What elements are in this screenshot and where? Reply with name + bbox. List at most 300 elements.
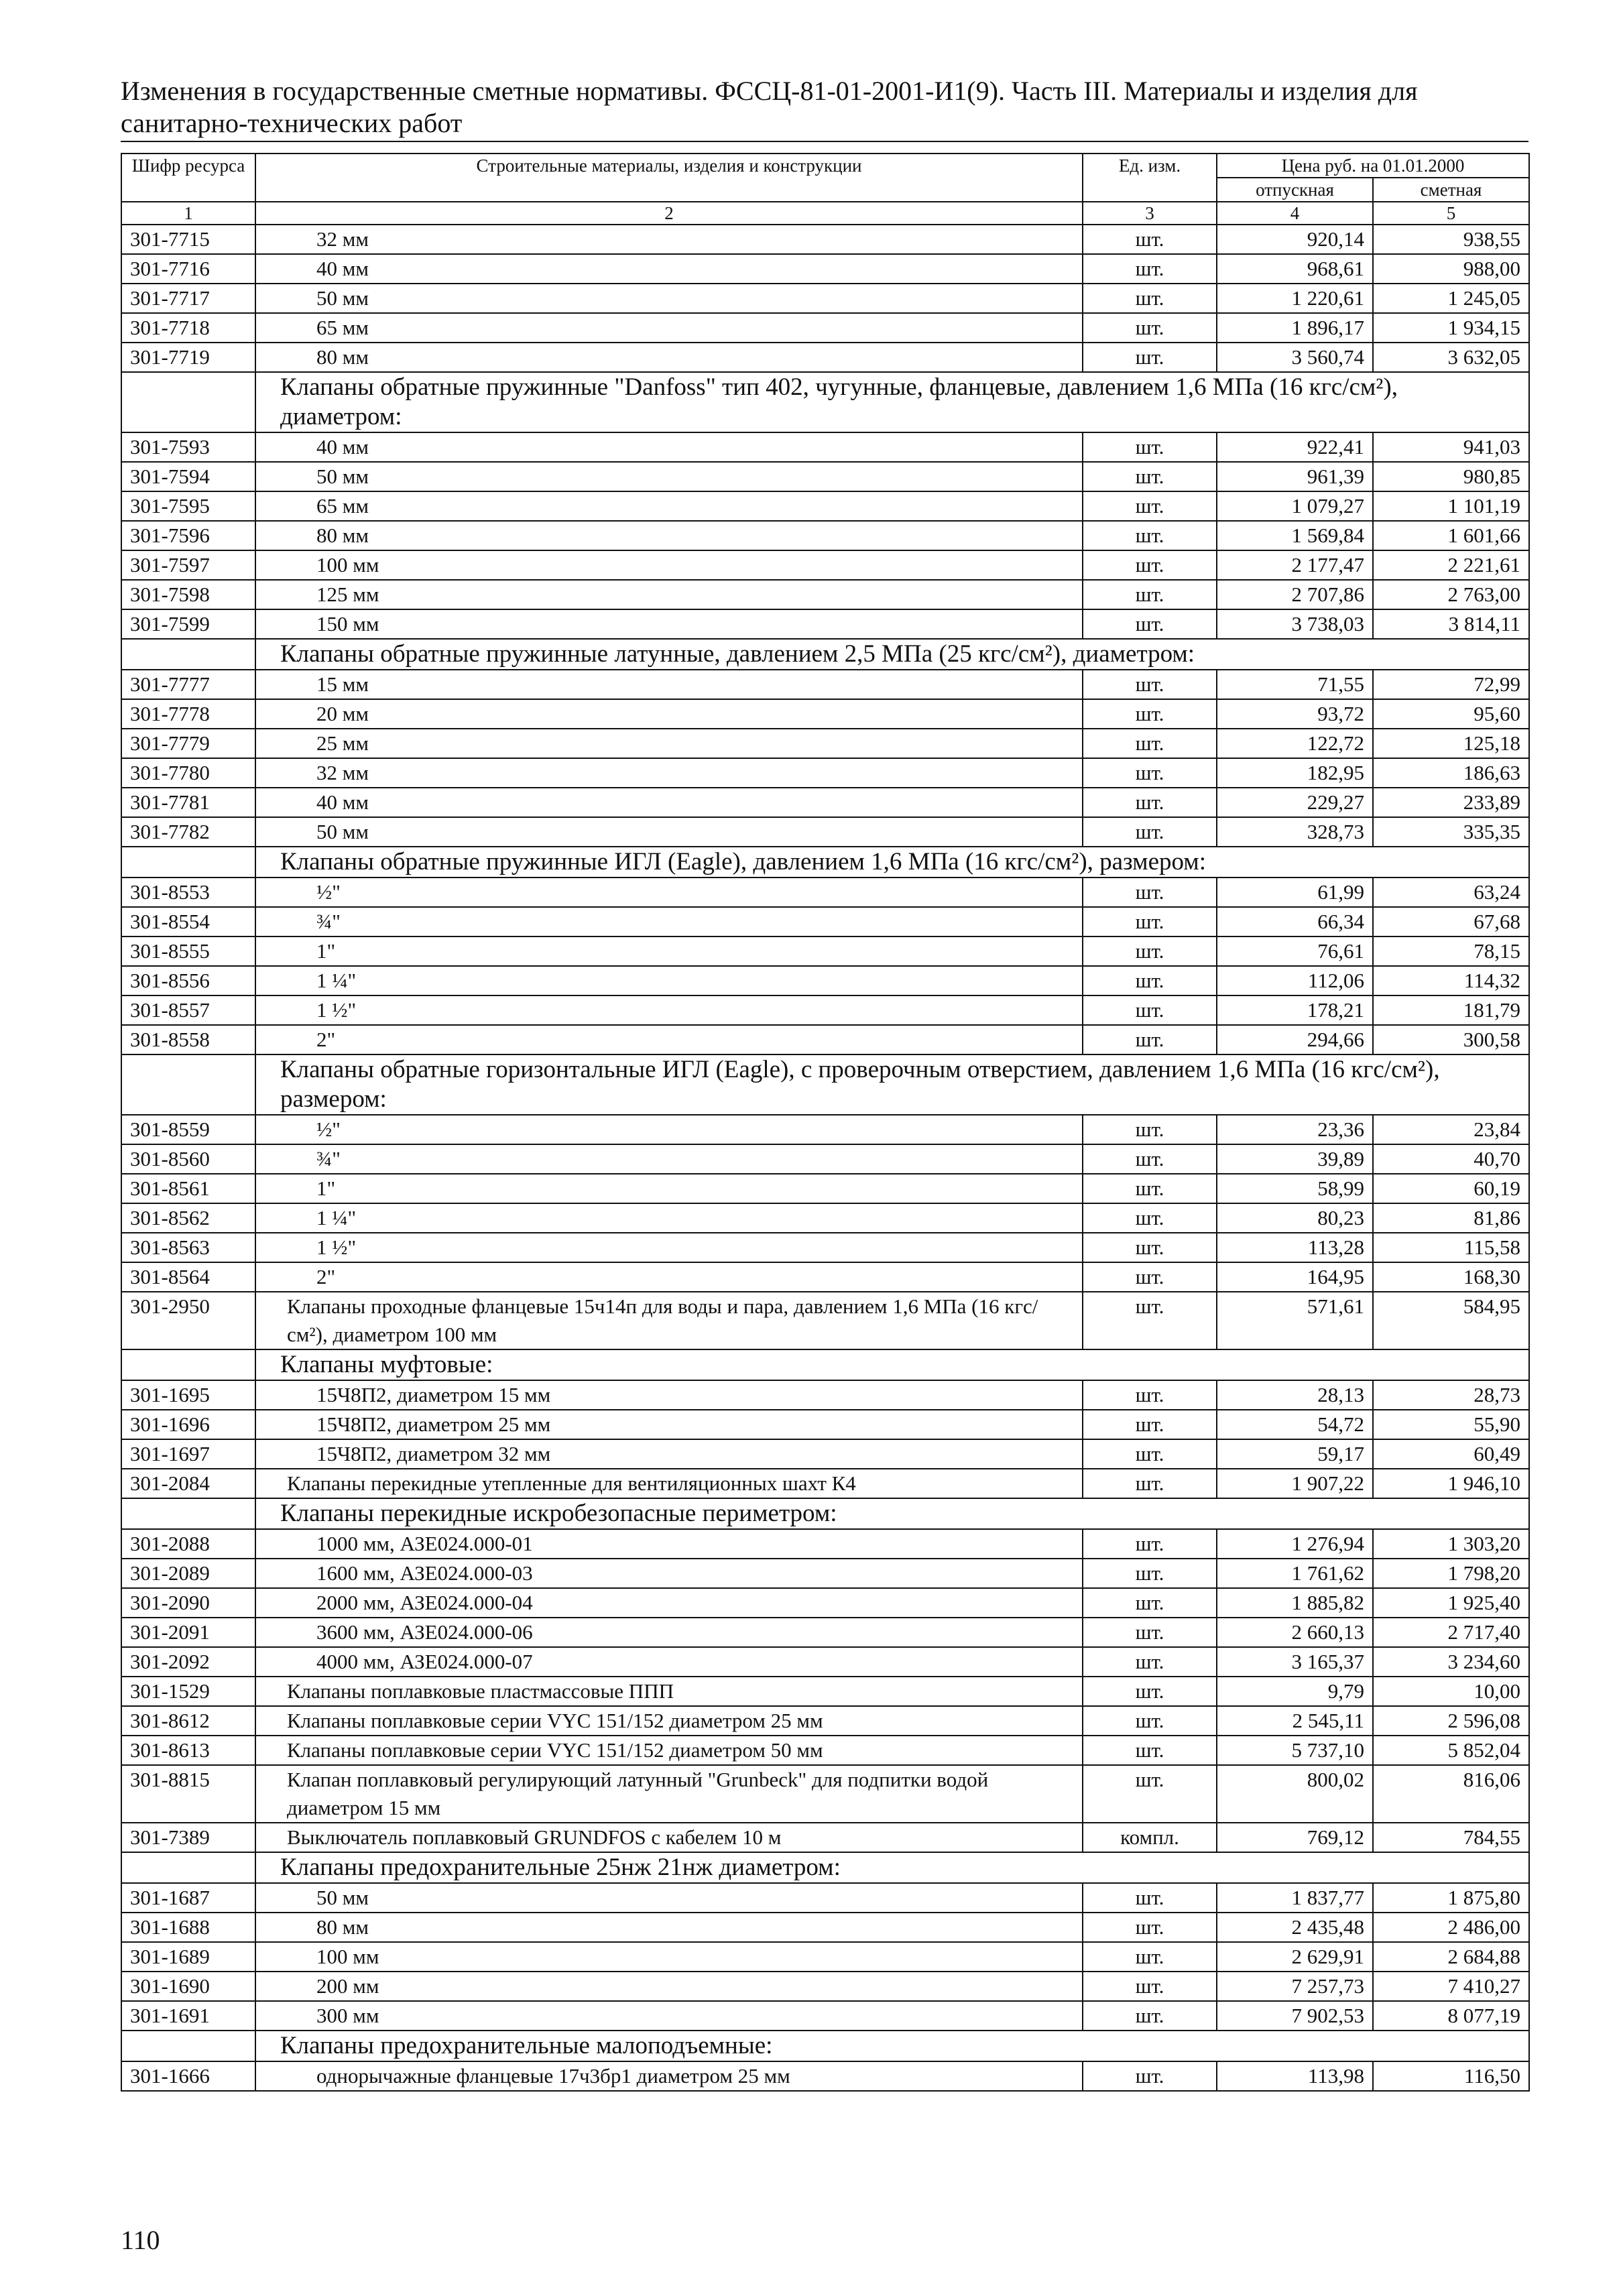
resource-code: 301-1695	[121, 1380, 255, 1410]
unit-cell: шт.	[1083, 254, 1217, 284]
item-name: Выключатель поплавковый GRUNDFOS с кабелем 10 м	[255, 1823, 1083, 1852]
table-header-row	[121, 154, 1529, 178]
column-number-row	[121, 202, 1529, 225]
table-row	[121, 1736, 1529, 1765]
unit-cell: шт.	[1083, 758, 1217, 788]
resource-code: 301-8562	[121, 1203, 255, 1233]
wholesale-price: 1 761,62	[1217, 1559, 1373, 1588]
table-row	[121, 1588, 1529, 1618]
table-row	[121, 1262, 1529, 1292]
item-name: 15Ч8П2, диаметром 32 мм	[255, 1439, 1083, 1469]
estimate-price: 125,18	[1373, 729, 1529, 758]
resource-code: 301-7716	[121, 254, 255, 284]
section-code-cell	[121, 372, 255, 432]
unit-cell: шт.	[1083, 1292, 1217, 1349]
item-name: 2000 мм, АЗЕ024.000-04	[255, 1588, 1083, 1618]
section-title: Клапаны обратные пружинные ИГЛ (Eagle), давлением 1,6 МПа (16 кгс/см²), размером:	[255, 847, 1529, 878]
estimate-price: 114,32	[1373, 966, 1529, 995]
unit-cell: шт.	[1083, 2061, 1217, 2091]
table-row	[121, 1292, 1529, 1349]
unit-cell: шт.	[1083, 1618, 1217, 1647]
unit-cell: шт.	[1083, 1677, 1217, 1706]
resource-code: 301-1691	[121, 2001, 255, 2031]
table-row	[121, 1174, 1529, 1203]
estimate-price: 23,84	[1373, 1115, 1529, 1144]
estimate-price: 3 814,11	[1373, 609, 1529, 639]
resource-code: 301-8564	[121, 1262, 255, 1292]
item-name: 1"	[255, 936, 1083, 966]
resource-code: 301-7778	[121, 699, 255, 729]
estimate-price: 988,00	[1373, 254, 1529, 284]
resource-code: 301-7779	[121, 729, 255, 758]
item-name: 15Ч8П2, диаметром 15 мм	[255, 1380, 1083, 1410]
column-number: 5	[1373, 202, 1529, 225]
item-name: 32 мм	[255, 225, 1083, 254]
unit-cell: шт.	[1083, 1025, 1217, 1054]
table-row	[121, 1469, 1529, 1498]
table-row	[121, 254, 1529, 284]
wholesale-price: 39,89	[1217, 1144, 1373, 1174]
item-name: 50 мм	[255, 817, 1083, 847]
item-name: 40 мм	[255, 788, 1083, 817]
item-name: 80 мм	[255, 1913, 1083, 1942]
table-row	[121, 1233, 1529, 1262]
wholesale-price: 80,23	[1217, 1203, 1373, 1233]
resource-code: 301-8553	[121, 878, 255, 907]
item-name: 15Ч8П2, диаметром 25 мм	[255, 1410, 1083, 1439]
wholesale-price: 2 545,11	[1217, 1706, 1373, 1736]
table-row	[121, 1380, 1529, 1410]
heading-line-2: санитарно-технических работ	[121, 108, 463, 138]
unit-cell: шт.	[1083, 550, 1217, 580]
estimate-price: 3 234,60	[1373, 1647, 1529, 1677]
unit-cell: шт.	[1083, 1174, 1217, 1203]
item-name: 1 ¼"	[255, 1203, 1083, 1233]
resource-code: 301-8815	[121, 1765, 255, 1823]
resource-code: 301-7599	[121, 609, 255, 639]
table-row	[121, 1439, 1529, 1469]
resource-code: 301-7596	[121, 521, 255, 550]
estimate-price: 8 077,19	[1373, 2001, 1529, 2031]
wholesale-price: 178,21	[1217, 995, 1373, 1025]
estimate-price: 335,35	[1373, 817, 1529, 847]
table-row	[121, 313, 1529, 343]
estimate-price: 3 632,05	[1373, 343, 1529, 372]
wholesale-price: 968,61	[1217, 254, 1373, 284]
item-name: 200 мм	[255, 1972, 1083, 2001]
unit-cell: шт.	[1083, 1736, 1217, 1765]
wholesale-price: 76,61	[1217, 936, 1373, 966]
estimate-price: 78,15	[1373, 936, 1529, 966]
resource-code: 301-2091	[121, 1618, 255, 1647]
estimate-price: 5 852,04	[1373, 1736, 1529, 1765]
unit-cell: шт.	[1083, 521, 1217, 550]
unit-cell: шт.	[1083, 729, 1217, 758]
item-name: 300 мм	[255, 2001, 1083, 2031]
wholesale-price: 229,27	[1217, 788, 1373, 817]
unit-cell: шт.	[1083, 1588, 1217, 1618]
unit-cell: шт.	[1083, 1115, 1217, 1144]
wholesale-price: 112,06	[1217, 966, 1373, 995]
wholesale-price: 2 177,47	[1217, 550, 1373, 580]
table-row	[121, 462, 1529, 491]
estimate-price: 186,63	[1373, 758, 1529, 788]
item-name: 40 мм	[255, 432, 1083, 462]
header-wholesale: отпускная	[1217, 178, 1373, 202]
wholesale-price: 800,02	[1217, 1765, 1373, 1823]
estimate-price: 115,58	[1373, 1233, 1529, 1262]
section-header-row	[121, 1349, 1529, 1380]
resource-code: 301-1529	[121, 1677, 255, 1706]
resource-code: 301-1697	[121, 1439, 255, 1469]
unit-cell: шт.	[1083, 1439, 1217, 1469]
unit-cell: шт.	[1083, 936, 1217, 966]
resource-code: 301-8559	[121, 1115, 255, 1144]
estimate-price: 10,00	[1373, 1677, 1529, 1706]
wholesale-price: 5 737,10	[1217, 1736, 1373, 1765]
item-name: ½"	[255, 878, 1083, 907]
table-row	[121, 1765, 1529, 1823]
unit-cell: шт.	[1083, 1647, 1217, 1677]
wholesale-price: 1 569,84	[1217, 521, 1373, 550]
unit-cell: шт.	[1083, 462, 1217, 491]
wholesale-price: 1 885,82	[1217, 1588, 1373, 1618]
wholesale-price: 328,73	[1217, 817, 1373, 847]
resource-code: 301-2088	[121, 1529, 255, 1559]
table-row	[121, 550, 1529, 580]
section-header-row	[121, 1498, 1529, 1529]
table-row	[121, 1203, 1529, 1233]
table-row	[121, 225, 1529, 254]
item-name: 3600 мм, АЗЕ024.000-06	[255, 1618, 1083, 1647]
resource-code: 301-2089	[121, 1559, 255, 1588]
estimate-price: 816,06	[1373, 1765, 1529, 1823]
unit-cell: шт.	[1083, 878, 1217, 907]
section-title: Клапаны обратные пружинные "Danfoss" тип 402, чугунные, фланцевые, давлением 1,6 МПа (16 кгс/см²), диаметром:	[255, 372, 1529, 432]
section-code-cell	[121, 2031, 255, 2061]
table-row	[121, 1823, 1529, 1852]
estimate-price: 7 410,27	[1373, 1972, 1529, 2001]
wholesale-price: 7 257,73	[1217, 1972, 1373, 2001]
header-estimate: сметная	[1373, 178, 1529, 202]
resource-code: 301-2090	[121, 1588, 255, 1618]
unit-cell: шт.	[1083, 699, 1217, 729]
estimate-price: 28,73	[1373, 1380, 1529, 1410]
column-number: 1	[121, 202, 255, 225]
item-name: 125 мм	[255, 580, 1083, 609]
resource-code: 301-2092	[121, 1647, 255, 1677]
section-title: Клапаны предохранительные 25нж 21нж диаметром:	[255, 1852, 1529, 1883]
unit-cell: шт.	[1083, 1144, 1217, 1174]
resource-code: 301-8613	[121, 1736, 255, 1765]
table-row	[121, 670, 1529, 699]
resource-code: 301-7598	[121, 580, 255, 609]
section-code-cell	[121, 1054, 255, 1115]
resource-code: 301-2950	[121, 1292, 255, 1349]
item-name: Клапаны поплавковые пластмассовые ППП	[255, 1677, 1083, 1706]
wholesale-price: 3 165,37	[1217, 1647, 1373, 1677]
wholesale-price: 3 560,74	[1217, 343, 1373, 372]
item-name: 32 мм	[255, 758, 1083, 788]
wholesale-price: 93,72	[1217, 699, 1373, 729]
unit-cell: шт.	[1083, 1203, 1217, 1233]
resource-code: 301-7594	[121, 462, 255, 491]
table-row	[121, 2061, 1529, 2091]
estimate-price: 1 245,05	[1373, 284, 1529, 313]
resource-code: 301-7718	[121, 313, 255, 343]
resource-code: 301-7777	[121, 670, 255, 699]
item-name: 50 мм	[255, 1883, 1083, 1913]
resource-code: 301-8556	[121, 966, 255, 995]
item-name: 1"	[255, 1174, 1083, 1203]
unit-cell: шт.	[1083, 313, 1217, 343]
unit-cell: шт.	[1083, 609, 1217, 639]
wholesale-price: 1 837,77	[1217, 1883, 1373, 1913]
item-name: 2"	[255, 1025, 1083, 1054]
wholesale-price: 71,55	[1217, 670, 1373, 699]
unit-cell: шт.	[1083, 788, 1217, 817]
unit-cell: шт.	[1083, 1706, 1217, 1736]
estimate-price: 116,50	[1373, 2061, 1529, 2091]
wholesale-price: 113,28	[1217, 1233, 1373, 1262]
item-name: ¾"	[255, 1144, 1083, 1174]
item-name: 2"	[255, 1262, 1083, 1292]
wholesale-price: 1 079,27	[1217, 491, 1373, 521]
resource-code: 301-7715	[121, 225, 255, 254]
estimate-price: 1 303,20	[1373, 1529, 1529, 1559]
item-name: Клапаны поплавковые серии VYC 151/152 диаметром 25 мм	[255, 1706, 1083, 1736]
wholesale-price: 294,66	[1217, 1025, 1373, 1054]
header-name: Строительные материалы, изделия и конструкции	[255, 154, 1083, 202]
estimate-price: 63,24	[1373, 878, 1529, 907]
table-row	[121, 343, 1529, 372]
resource-code: 301-1687	[121, 1883, 255, 1913]
unit-cell: компл.	[1083, 1823, 1217, 1852]
unit-cell: шт.	[1083, 1262, 1217, 1292]
wholesale-price: 182,95	[1217, 758, 1373, 788]
unit-cell: шт.	[1083, 907, 1217, 936]
table-row	[121, 1025, 1529, 1054]
estimate-price: 784,55	[1373, 1823, 1529, 1852]
unit-cell: шт.	[1083, 1529, 1217, 1559]
unit-cell: шт.	[1083, 1883, 1217, 1913]
section-code-cell	[121, 1852, 255, 1883]
unit-cell: шт.	[1083, 1972, 1217, 2001]
section-header-row	[121, 2031, 1529, 2061]
unit-cell: шт.	[1083, 1233, 1217, 1262]
heading-line-1: Изменения в государственные сметные нормативы. ФССЦ-81-01-2001-И1(9). Часть III. Материалы и изделия для	[121, 76, 1418, 106]
resource-code: 301-8561	[121, 1174, 255, 1203]
table-row	[121, 1883, 1529, 1913]
resource-code: 301-1666	[121, 2061, 255, 2091]
resource-code: 301-8557	[121, 995, 255, 1025]
unit-cell: шт.	[1083, 966, 1217, 995]
estimate-price: 1 934,15	[1373, 313, 1529, 343]
estimate-price: 2 717,40	[1373, 1618, 1529, 1647]
estimate-price: 72,99	[1373, 670, 1529, 699]
page-heading	[121, 75, 1528, 139]
unit-cell: шт.	[1083, 491, 1217, 521]
table-row	[121, 1677, 1529, 1706]
item-name: 20 мм	[255, 699, 1083, 729]
estimate-price: 2 486,00	[1373, 1913, 1529, 1942]
resource-code: 301-7597	[121, 550, 255, 580]
table-row	[121, 491, 1529, 521]
wholesale-price: 920,14	[1217, 225, 1373, 254]
wholesale-price: 2 707,86	[1217, 580, 1373, 609]
price-table	[121, 153, 1530, 2092]
wholesale-price: 1 220,61	[1217, 284, 1373, 313]
wholesale-price: 23,36	[1217, 1115, 1373, 1144]
header-unit: Ед. изм.	[1083, 154, 1217, 202]
unit-cell: шт.	[1083, 1410, 1217, 1439]
resource-code: 301-7719	[121, 343, 255, 372]
wholesale-price: 2 660,13	[1217, 1618, 1373, 1647]
table-row	[121, 788, 1529, 817]
wholesale-price: 1 896,17	[1217, 313, 1373, 343]
table-row	[121, 758, 1529, 788]
estimate-price: 2 596,08	[1373, 1706, 1529, 1736]
section-header-row	[121, 847, 1529, 878]
table-row	[121, 1410, 1529, 1439]
item-name: Клапаны проходные фланцевые 15ч14п для воды и пара, давлением 1,6 МПа (16 кгс/см²), диаметром 100 мм	[255, 1292, 1083, 1349]
table-row	[121, 521, 1529, 550]
resource-code: 301-7593	[121, 432, 255, 462]
item-name: Клапаны перекидные утепленные для вентиляционных шахт К4	[255, 1469, 1083, 1498]
section-header-row	[121, 639, 1529, 670]
item-name: 65 мм	[255, 491, 1083, 521]
table-row	[121, 2001, 1529, 2031]
estimate-price: 1 798,20	[1373, 1559, 1529, 1588]
table-row	[121, 609, 1529, 639]
section-header-row	[121, 1852, 1529, 1883]
estimate-price: 938,55	[1373, 225, 1529, 254]
resource-code: 301-7717	[121, 284, 255, 313]
wholesale-price: 28,13	[1217, 1380, 1373, 1410]
item-name: 1000 мм, АЗЕ024.000-01	[255, 1529, 1083, 1559]
item-name: 150 мм	[255, 609, 1083, 639]
estimate-price: 2 221,61	[1373, 550, 1529, 580]
wholesale-price: 2 435,48	[1217, 1913, 1373, 1942]
section-code-cell	[121, 1349, 255, 1380]
unit-cell: шт.	[1083, 995, 1217, 1025]
table-row	[121, 995, 1529, 1025]
section-code-cell	[121, 847, 255, 878]
resource-code: 301-8563	[121, 1233, 255, 1262]
wholesale-price: 3 738,03	[1217, 609, 1373, 639]
resource-code: 301-7781	[121, 788, 255, 817]
resource-code: 301-7780	[121, 758, 255, 788]
estimate-price: 941,03	[1373, 432, 1529, 462]
wholesale-price: 9,79	[1217, 1677, 1373, 1706]
resource-code: 301-1688	[121, 1913, 255, 1942]
resource-code: 301-7782	[121, 817, 255, 847]
estimate-price: 584,95	[1373, 1292, 1529, 1349]
table-row	[121, 699, 1529, 729]
item-name: 65 мм	[255, 313, 1083, 343]
page-number: 110	[121, 2225, 160, 2255]
resource-code: 301-8554	[121, 907, 255, 936]
estimate-price: 168,30	[1373, 1262, 1529, 1292]
wholesale-price: 571,61	[1217, 1292, 1373, 1349]
resource-code: 301-7595	[121, 491, 255, 521]
wholesale-price: 61,99	[1217, 878, 1373, 907]
item-name: Клапан поплавковый регулирующий латунный "Grunbeck" для подпитки водой диаметром 15 мм	[255, 1765, 1083, 1823]
section-header-row	[121, 1054, 1529, 1115]
unit-cell: шт.	[1083, 343, 1217, 372]
unit-cell: шт.	[1083, 2001, 1217, 2031]
wholesale-price: 961,39	[1217, 462, 1373, 491]
item-name: ¾"	[255, 907, 1083, 936]
unit-cell: шт.	[1083, 580, 1217, 609]
estimate-price: 67,68	[1373, 907, 1529, 936]
item-name: ½"	[255, 1115, 1083, 1144]
table-row	[121, 1942, 1529, 1972]
column-number: 2	[255, 202, 1083, 225]
estimate-price: 233,89	[1373, 788, 1529, 817]
resource-code: 301-1696	[121, 1410, 255, 1439]
heading-underline	[121, 141, 1528, 142]
table-row	[121, 284, 1529, 313]
unit-cell: шт.	[1083, 1765, 1217, 1823]
estimate-price: 40,70	[1373, 1144, 1529, 1174]
estimate-price: 1 946,10	[1373, 1469, 1529, 1498]
wholesale-price: 113,98	[1217, 2061, 1373, 2091]
wholesale-price: 54,72	[1217, 1410, 1373, 1439]
item-name: 50 мм	[255, 462, 1083, 491]
section-title: Клапаны предохранительные малоподъемные:	[255, 2031, 1529, 2061]
wholesale-price: 2 629,91	[1217, 1942, 1373, 1972]
resource-code: 301-8558	[121, 1025, 255, 1054]
table-row	[121, 1144, 1529, 1174]
unit-cell: шт.	[1083, 225, 1217, 254]
resource-code: 301-8555	[121, 936, 255, 966]
estimate-price: 1 925,40	[1373, 1588, 1529, 1618]
header-code: Шифр ресурса	[121, 154, 255, 202]
unit-cell: шт.	[1083, 670, 1217, 699]
wholesale-price: 122,72	[1217, 729, 1373, 758]
unit-cell: шт.	[1083, 1913, 1217, 1942]
estimate-price: 1 601,66	[1373, 521, 1529, 550]
wholesale-price: 164,95	[1217, 1262, 1373, 1292]
item-name: 50 мм	[255, 284, 1083, 313]
item-name: 1 ½"	[255, 995, 1083, 1025]
item-name: 1600 мм, АЗЕ024.000-03	[255, 1559, 1083, 1588]
item-name: 1 ¼"	[255, 966, 1083, 995]
table-row	[121, 1115, 1529, 1144]
table-row	[121, 1706, 1529, 1736]
table-row	[121, 580, 1529, 609]
estimate-price: 95,60	[1373, 699, 1529, 729]
wholesale-price: 1 276,94	[1217, 1529, 1373, 1559]
table-row	[121, 729, 1529, 758]
section-title: Клапаны обратные горизонтальные ИГЛ (Eagle), с проверочным отверстием, давлением 1,6 МПа (16 кгс/см²), размером:	[255, 1054, 1529, 1115]
section-header-row	[121, 372, 1529, 432]
wholesale-price: 58,99	[1217, 1174, 1373, 1203]
estimate-price: 1 875,80	[1373, 1883, 1529, 1913]
table-row	[121, 1913, 1529, 1942]
unit-cell: шт.	[1083, 1469, 1217, 1498]
unit-cell: шт.	[1083, 817, 1217, 847]
estimate-price: 81,86	[1373, 1203, 1529, 1233]
item-name: 100 мм	[255, 550, 1083, 580]
estimate-price: 980,85	[1373, 462, 1529, 491]
estimate-price: 60,49	[1373, 1439, 1529, 1469]
table-row	[121, 907, 1529, 936]
item-name: однорычажные фланцевые 17ч3бр1 диаметром 25 мм	[255, 2061, 1083, 2091]
item-name: 25 мм	[255, 729, 1083, 758]
section-title: Клапаны муфтовые:	[255, 1349, 1529, 1380]
